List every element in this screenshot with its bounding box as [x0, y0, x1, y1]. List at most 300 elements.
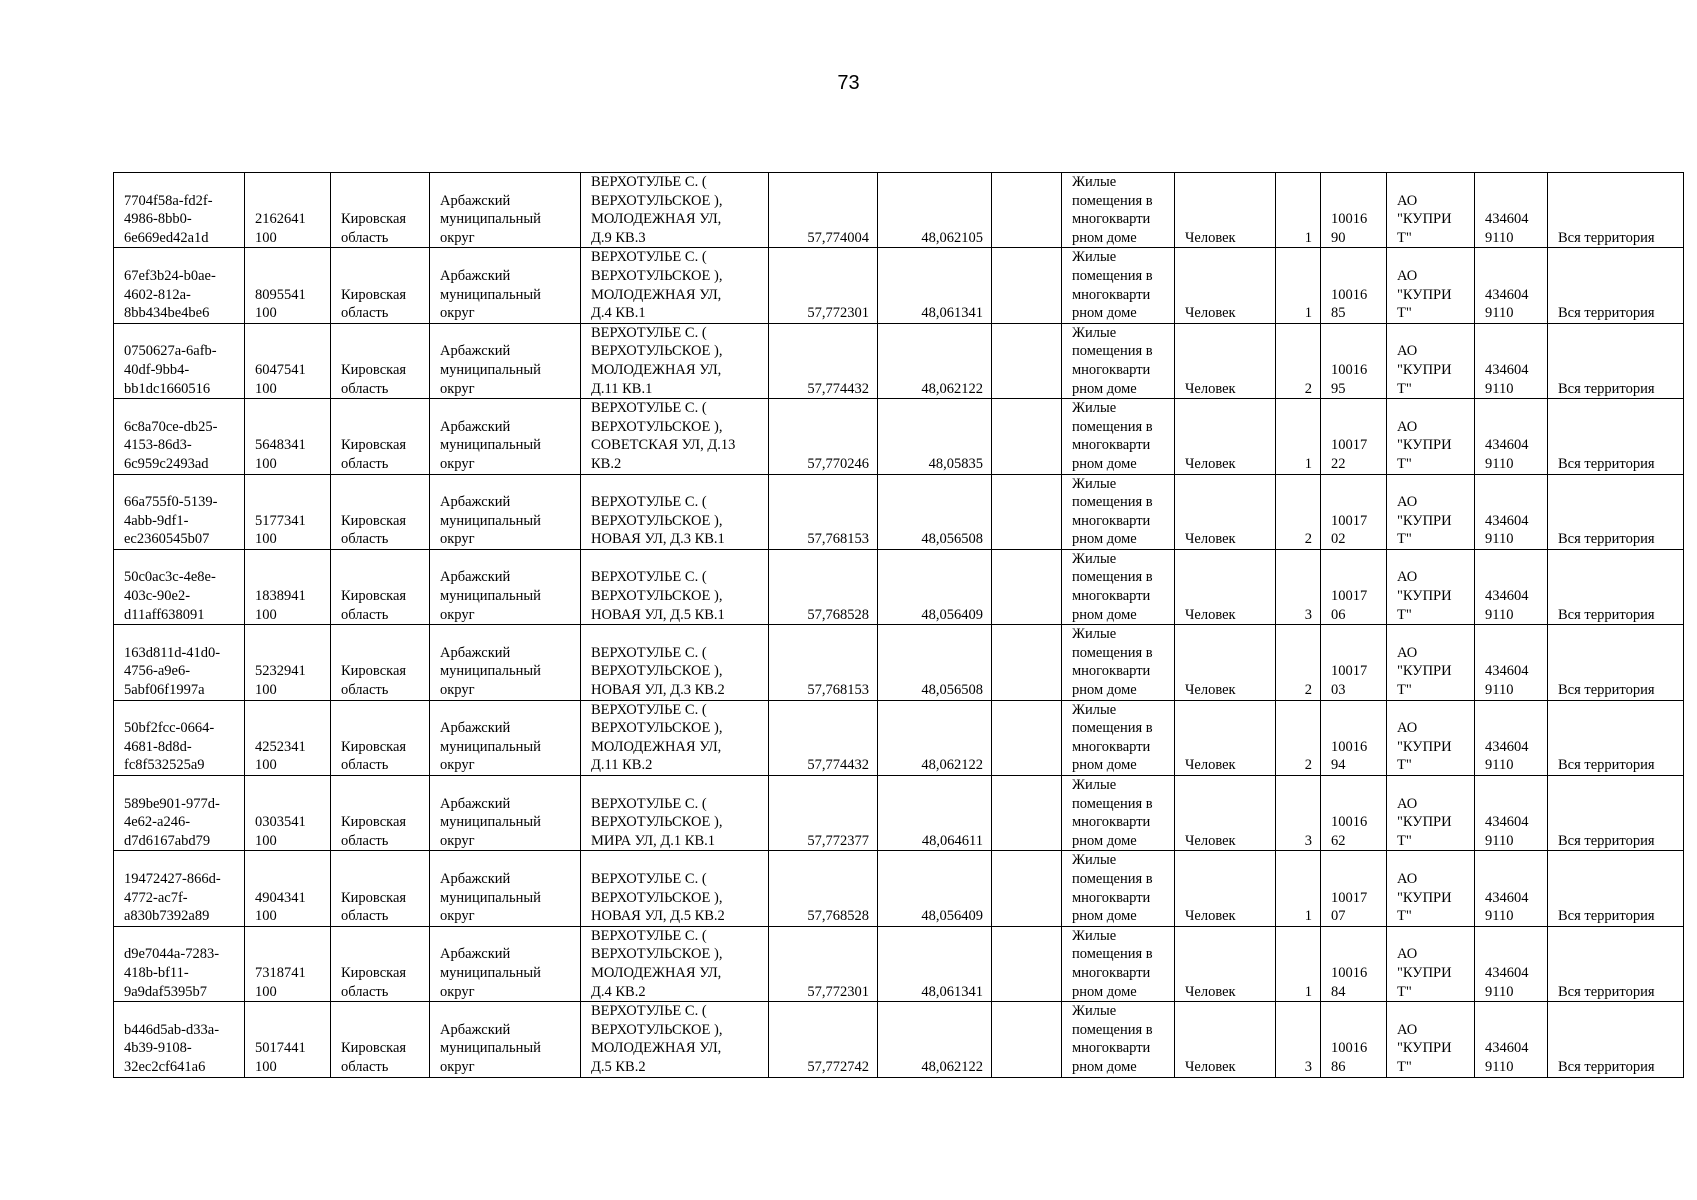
- cell-line: 02: [1331, 531, 1346, 548]
- unit-cell: Человек: [1175, 776, 1276, 851]
- table-row: [114, 851, 1684, 926]
- cell-line: Арбажский: [440, 494, 511, 511]
- cell-line: КВ.2: [591, 455, 622, 472]
- cell-line: область: [341, 606, 389, 623]
- unit-cell: Человек: [1175, 323, 1276, 398]
- cell-line: ВЕРХОТУЛЬСКОЕ ),: [591, 1021, 723, 1038]
- territory-cell: Вся территория: [1548, 926, 1684, 1001]
- cell-line: муниципальный: [440, 211, 541, 228]
- cell-line: ВЕРХОТУЛЬЕ С. (: [591, 494, 707, 511]
- address-cell: [581, 323, 769, 398]
- cell-line: "КУПРИ: [1397, 286, 1452, 303]
- object-id-cell: [114, 776, 245, 851]
- cell-line: Т": [1397, 380, 1412, 397]
- cell-line: помещения в: [1072, 644, 1153, 661]
- cell-line: Д.9 КВ.3: [591, 229, 646, 246]
- inn-cell: [1475, 1002, 1548, 1077]
- cell-line: 7704f58a-fd2f-: [124, 192, 213, 209]
- object-id-cell: [114, 549, 245, 624]
- cell-line: рном доме: [1072, 983, 1137, 1000]
- cell-line: ВЕРХОТУЛЬСКОЕ ),: [591, 946, 723, 963]
- cell-line: АО: [1397, 418, 1418, 435]
- cell-line: 40df-9bb4-: [124, 361, 190, 378]
- cell-line: 22: [1331, 455, 1346, 472]
- cell-line: муниципальный: [440, 738, 541, 755]
- address-cell: [581, 851, 769, 926]
- cell-line: муниципальный: [440, 1040, 541, 1057]
- cell-line: 19472427-866d-: [124, 870, 221, 887]
- cell-line: многокварти: [1072, 211, 1151, 228]
- cell-line: округ: [440, 606, 475, 623]
- cell-line: округ: [440, 983, 475, 1000]
- cell-line: 434604: [1485, 814, 1529, 831]
- cell-line: помещения в: [1072, 1021, 1153, 1038]
- cell-line: ВЕРХОТУЛЬЕ С. (: [591, 249, 707, 266]
- unit-cell: Человек: [1175, 549, 1276, 624]
- cell-line: НОВАЯ УЛ, Д.5 КВ.2: [591, 908, 725, 925]
- address-cell: [581, 549, 769, 624]
- cell-line: рном доме: [1072, 305, 1137, 322]
- cell-line: 6c959c2493ad: [124, 455, 209, 472]
- cell-line: Т": [1397, 757, 1412, 774]
- cell-line: Жилые: [1072, 174, 1117, 190]
- cell-line: Кировская: [341, 361, 407, 378]
- longitude-cell: 48,056508: [878, 625, 992, 700]
- code-cell: [245, 549, 331, 624]
- cell-line: 84: [1331, 983, 1346, 1000]
- cell-line: рном доме: [1072, 380, 1137, 397]
- cell-line: 9110: [1485, 1058, 1514, 1075]
- cell-line: рном доме: [1072, 606, 1137, 623]
- cell-line: 10017: [1331, 889, 1368, 906]
- registry-rows: [114, 173, 1684, 1078]
- cell-line: многокварти: [1072, 964, 1151, 981]
- cell-line: Арбажский: [440, 870, 511, 887]
- object-id-cell: [114, 1002, 245, 1077]
- cell-line: 9110: [1485, 305, 1514, 322]
- cell-line: округ: [440, 757, 475, 774]
- cell-line: Т": [1397, 983, 1412, 1000]
- cell-line: многокварти: [1072, 437, 1151, 454]
- cell-line: 434604: [1485, 437, 1529, 454]
- cell-line: "КУПРИ: [1397, 588, 1452, 605]
- cell-line: Т": [1397, 305, 1412, 322]
- inn-cell: [1475, 851, 1548, 926]
- organization-cell: [1387, 323, 1475, 398]
- cell-line: округ: [440, 908, 475, 925]
- organization-cell: [1387, 549, 1475, 624]
- object-id-cell: [114, 851, 245, 926]
- cell-line: 100: [255, 606, 277, 623]
- unit-cell: Человек: [1175, 926, 1276, 1001]
- cell-line: 9110: [1485, 531, 1514, 548]
- inn-cell: [1475, 926, 1548, 1001]
- table-row: [114, 323, 1684, 398]
- territory-cell: Вся территория: [1548, 474, 1684, 549]
- cell-line: "КУПРИ: [1397, 738, 1452, 755]
- cell-line: 9110: [1485, 908, 1514, 925]
- cell-line: многокварти: [1072, 512, 1151, 529]
- cell-line: Жилые: [1072, 777, 1117, 793]
- longitude-cell: 48,056409: [878, 549, 992, 624]
- cell-line: АО: [1397, 795, 1418, 812]
- cell-line: Жилые: [1072, 324, 1117, 341]
- latitude-cell: 57,768153: [769, 474, 878, 549]
- cell-line: 10017: [1331, 437, 1368, 454]
- cell-line: муниципальный: [440, 663, 541, 680]
- cell-line: рном доме: [1072, 832, 1137, 849]
- cell-line: 4904341: [255, 889, 306, 906]
- quantity-cell: 3: [1276, 1002, 1321, 1077]
- number-cell: [1321, 474, 1387, 549]
- cell-line: 95: [1331, 380, 1346, 397]
- cell-line: область: [341, 757, 389, 774]
- object-type-cell: [1062, 323, 1175, 398]
- cell-line: ВЕРХОТУЛЬСКОЕ ),: [591, 720, 723, 737]
- region-cell: [331, 1002, 430, 1077]
- organization-cell: [1387, 700, 1475, 775]
- cell-line: 100: [255, 832, 277, 849]
- longitude-cell: 48,062122: [878, 700, 992, 775]
- cell-line: Т": [1397, 531, 1412, 548]
- cell-line: 9110: [1485, 455, 1514, 472]
- address-cell: [581, 474, 769, 549]
- cell-line: "КУПРИ: [1397, 964, 1452, 981]
- cell-line: 6e669ed42a1d: [124, 229, 209, 246]
- cell-line: 10017: [1331, 663, 1368, 680]
- cell-line: МОЛОДЕЖНАЯ УЛ,: [591, 286, 722, 303]
- inn-cell: [1475, 549, 1548, 624]
- cell-line: Т": [1397, 908, 1412, 925]
- cell-line: 434604: [1485, 889, 1529, 906]
- cell-line: округ: [440, 1058, 475, 1075]
- cell-line: многокварти: [1072, 663, 1151, 680]
- cell-line: Арбажский: [440, 343, 511, 360]
- cell-line: 9110: [1485, 757, 1514, 774]
- cell-line: 10016: [1331, 1040, 1368, 1057]
- cell-line: АО: [1397, 343, 1418, 360]
- cell-line: многокварти: [1072, 814, 1151, 831]
- district-cell: [430, 625, 581, 700]
- inn-cell: [1475, 700, 1548, 775]
- object-id-cell: [114, 700, 245, 775]
- cell-line: Кировская: [341, 889, 407, 906]
- cell-line: 9110: [1485, 229, 1514, 246]
- longitude-cell: 48,062122: [878, 323, 992, 398]
- cell-line: 100: [255, 229, 277, 246]
- cell-line: Арбажский: [440, 569, 511, 586]
- empty-cell: [992, 776, 1062, 851]
- latitude-cell: 57,772742: [769, 1002, 878, 1077]
- organization-cell: [1387, 474, 1475, 549]
- code-cell: [245, 173, 331, 248]
- object-type-cell: [1062, 926, 1175, 1001]
- cell-line: округ: [440, 832, 475, 849]
- code-cell: [245, 399, 331, 474]
- object-id-cell: [114, 248, 245, 323]
- cell-line: 07: [1331, 908, 1346, 925]
- cell-line: 4602-812a-: [124, 286, 191, 303]
- cell-line: 86: [1331, 1058, 1346, 1075]
- organization-cell: [1387, 1002, 1475, 1077]
- cell-line: 100: [255, 305, 277, 322]
- cell-line: Жилые: [1072, 475, 1117, 492]
- address-cell: [581, 700, 769, 775]
- cell-line: d11aff638091: [124, 606, 205, 623]
- quantity-cell: 3: [1276, 549, 1321, 624]
- cell-line: ВЕРХОТУЛЬСКОЕ ),: [591, 889, 723, 906]
- cell-line: НОВАЯ УЛ, Д.3 КВ.2: [591, 682, 725, 699]
- cell-line: АО: [1397, 494, 1418, 511]
- cell-line: ВЕРХОТУЛЬЕ С. (: [591, 644, 707, 661]
- table-row: [114, 625, 1684, 700]
- cell-line: Кировская: [341, 964, 407, 981]
- cell-line: помещения в: [1072, 494, 1153, 511]
- territory-cell: Вся территория: [1548, 173, 1684, 248]
- cell-line: АО: [1397, 267, 1418, 284]
- cell-line: ВЕРХОТУЛЬСКОЕ ),: [591, 192, 723, 209]
- cell-line: область: [341, 380, 389, 397]
- district-cell: [430, 399, 581, 474]
- cell-line: 66a755f0-5139-: [124, 494, 218, 511]
- cell-line: 10016: [1331, 738, 1368, 755]
- cell-line: Жилые: [1072, 626, 1117, 643]
- table-row: [114, 1002, 1684, 1077]
- cell-line: АО: [1397, 569, 1418, 586]
- code-cell: [245, 625, 331, 700]
- cell-line: 4986-8bb0-: [124, 211, 192, 228]
- cell-line: многокварти: [1072, 738, 1151, 755]
- object-type-cell: [1062, 700, 1175, 775]
- territory-cell: Вся территория: [1548, 776, 1684, 851]
- cell-line: Жилые: [1072, 852, 1117, 869]
- cell-line: d7d6167abd79: [124, 832, 211, 849]
- cell-line: Арбажский: [440, 267, 511, 284]
- quantity-cell: 1: [1276, 399, 1321, 474]
- cell-line: Жилые: [1072, 249, 1117, 266]
- unit-cell: Человек: [1175, 248, 1276, 323]
- cell-line: ec2360545b07: [124, 531, 210, 548]
- empty-cell: [992, 851, 1062, 926]
- cell-line: 0303541: [255, 814, 306, 831]
- cell-line: Кировская: [341, 814, 407, 831]
- cell-line: 434604: [1485, 663, 1529, 680]
- territory-cell: Вся территория: [1548, 1002, 1684, 1077]
- object-type-cell: [1062, 399, 1175, 474]
- cell-line: 50c0ac3c-4e8e-: [124, 569, 216, 586]
- cell-line: "КУПРИ: [1397, 512, 1452, 529]
- cell-line: Арбажский: [440, 1021, 511, 1038]
- cell-line: муниципальный: [440, 512, 541, 529]
- organization-cell: [1387, 399, 1475, 474]
- cell-line: 100: [255, 380, 277, 397]
- district-cell: [430, 700, 581, 775]
- cell-line: 4772-ac7f-: [124, 889, 188, 906]
- cell-line: Жилые: [1072, 1003, 1117, 1020]
- cell-line: область: [341, 305, 389, 322]
- latitude-cell: 57,774004: [769, 173, 878, 248]
- object-id-cell: [114, 474, 245, 549]
- cell-line: Арбажский: [440, 946, 511, 963]
- page-number: 73: [837, 72, 860, 94]
- cell-line: АО: [1397, 1021, 1418, 1038]
- cell-line: округ: [440, 229, 475, 246]
- inn-cell: [1475, 399, 1548, 474]
- organization-cell: [1387, 248, 1475, 323]
- unit-cell: Человек: [1175, 399, 1276, 474]
- region-cell: [331, 323, 430, 398]
- cell-line: 10016: [1331, 286, 1368, 303]
- cell-line: 434604: [1485, 286, 1529, 303]
- cell-line: 5177341: [255, 512, 306, 529]
- address-cell: [581, 776, 769, 851]
- longitude-cell: 48,062105: [878, 173, 992, 248]
- cell-line: НОВАЯ УЛ, Д.3 КВ.1: [591, 531, 725, 548]
- table-row: [114, 926, 1684, 1001]
- longitude-cell: 48,062122: [878, 1002, 992, 1077]
- object-type-cell: [1062, 851, 1175, 926]
- quantity-cell: 1: [1276, 926, 1321, 1001]
- cell-line: область: [341, 229, 389, 246]
- quantity-cell: 1: [1276, 173, 1321, 248]
- cell-line: 8bb434be4be6: [124, 305, 210, 322]
- unit-cell: Человек: [1175, 851, 1276, 926]
- cell-line: ВЕРХОТУЛЬЕ С. (: [591, 174, 707, 190]
- cell-line: Д.11 КВ.2: [591, 757, 653, 774]
- cell-line: область: [341, 1058, 389, 1075]
- address-cell: [581, 248, 769, 323]
- code-cell: [245, 776, 331, 851]
- district-cell: [430, 851, 581, 926]
- cell-line: "КУПРИ: [1397, 663, 1452, 680]
- cell-line: 0750627a-6afb-: [124, 343, 217, 360]
- cell-line: 4153-86d3-: [124, 437, 192, 454]
- cell-line: муниципальный: [440, 361, 541, 378]
- cell-line: рном доме: [1072, 531, 1137, 548]
- cell-line: помещения в: [1072, 343, 1153, 360]
- cell-line: Т": [1397, 606, 1412, 623]
- cell-line: 6047541: [255, 361, 306, 378]
- cell-line: "КУПРИ: [1397, 814, 1452, 831]
- latitude-cell: 57,774432: [769, 700, 878, 775]
- cell-line: Д.4 КВ.1: [591, 305, 646, 322]
- cell-line: 50bf2fcc-0664-: [124, 720, 215, 737]
- cell-line: рном доме: [1072, 757, 1137, 774]
- cell-line: Т": [1397, 1058, 1412, 1075]
- inn-cell: [1475, 474, 1548, 549]
- inn-cell: [1475, 625, 1548, 700]
- cell-line: рном доме: [1072, 908, 1137, 925]
- longitude-cell: 48,05835: [878, 399, 992, 474]
- cell-line: Кировская: [341, 588, 407, 605]
- cell-line: 4e62-a246-: [124, 814, 191, 831]
- quantity-cell: 2: [1276, 474, 1321, 549]
- cell-line: 434604: [1485, 512, 1529, 529]
- cell-line: область: [341, 682, 389, 699]
- cell-line: 67ef3b24-b0ae-: [124, 267, 216, 284]
- object-id-cell: [114, 173, 245, 248]
- cell-line: ВЕРХОТУЛЬЕ С. (: [591, 927, 707, 944]
- cell-line: округ: [440, 682, 475, 699]
- code-cell: [245, 323, 331, 398]
- cell-line: рном доме: [1072, 1058, 1137, 1075]
- cell-line: помещения в: [1072, 569, 1153, 586]
- code-cell: [245, 248, 331, 323]
- object-id-cell: [114, 625, 245, 700]
- region-cell: [331, 625, 430, 700]
- quantity-cell: 2: [1276, 625, 1321, 700]
- cell-line: 5648341: [255, 437, 306, 454]
- cell-line: b446d5ab-d33a-: [124, 1021, 220, 1038]
- cell-line: ВЕРХОТУЛЬЕ С. (: [591, 400, 707, 417]
- cell-line: многокварти: [1072, 588, 1151, 605]
- cell-line: d9e7044a-7283-: [124, 946, 220, 963]
- object-type-cell: [1062, 474, 1175, 549]
- cell-line: Кировская: [341, 738, 407, 755]
- cell-line: Жилые: [1072, 400, 1117, 417]
- cell-line: АО: [1397, 720, 1418, 737]
- table-row: [114, 776, 1684, 851]
- empty-cell: [992, 248, 1062, 323]
- latitude-cell: 57,772377: [769, 776, 878, 851]
- cell-line: ВЕРХОТУЛЬЕ С. (: [591, 795, 707, 812]
- table-row: [114, 700, 1684, 775]
- empty-cell: [992, 926, 1062, 1001]
- cell-line: Т": [1397, 832, 1412, 849]
- region-cell: [331, 173, 430, 248]
- region-cell: [331, 474, 430, 549]
- cell-line: ВЕРХОТУЛЬЕ С. (: [591, 569, 707, 586]
- cell-line: 10016: [1331, 211, 1368, 228]
- cell-line: 4b39-9108-: [124, 1040, 192, 1057]
- address-cell: [581, 625, 769, 700]
- quantity-cell: 2: [1276, 323, 1321, 398]
- code-cell: [245, 851, 331, 926]
- region-cell: [331, 776, 430, 851]
- inn-cell: [1475, 248, 1548, 323]
- table-row: [114, 549, 1684, 624]
- cell-line: 9a9daf5395b7: [124, 983, 207, 1000]
- quantity-cell: 1: [1276, 851, 1321, 926]
- longitude-cell: 48,056508: [878, 474, 992, 549]
- empty-cell: [992, 323, 1062, 398]
- cell-line: 163d811d-41d0-: [124, 644, 221, 661]
- cell-line: Д.5 КВ.2: [591, 1058, 646, 1075]
- longitude-cell: 48,061341: [878, 926, 992, 1001]
- cell-line: область: [341, 832, 389, 849]
- number-cell: [1321, 851, 1387, 926]
- longitude-cell: 48,056409: [878, 851, 992, 926]
- cell-line: ВЕРХОТУЛЬЕ С. (: [591, 870, 707, 887]
- unit-cell: Человек: [1175, 700, 1276, 775]
- cell-line: помещения в: [1072, 720, 1153, 737]
- empty-cell: [992, 700, 1062, 775]
- cell-line: помещения в: [1072, 870, 1153, 887]
- cell-line: 06: [1331, 606, 1346, 623]
- territory-cell: Вся территория: [1548, 248, 1684, 323]
- region-cell: [331, 851, 430, 926]
- latitude-cell: 57,770246: [769, 399, 878, 474]
- cell-line: МИРА УЛ, Д.1 КВ.1: [591, 832, 715, 849]
- cell-line: многокварти: [1072, 1040, 1151, 1057]
- cell-line: Кировская: [341, 663, 407, 680]
- cell-line: 5abf06f1997a: [124, 682, 205, 699]
- region-cell: [331, 248, 430, 323]
- cell-line: Кировская: [341, 286, 407, 303]
- table-row: [114, 248, 1684, 323]
- cell-line: округ: [440, 380, 475, 397]
- cell-line: 418b-bf11-: [124, 964, 189, 981]
